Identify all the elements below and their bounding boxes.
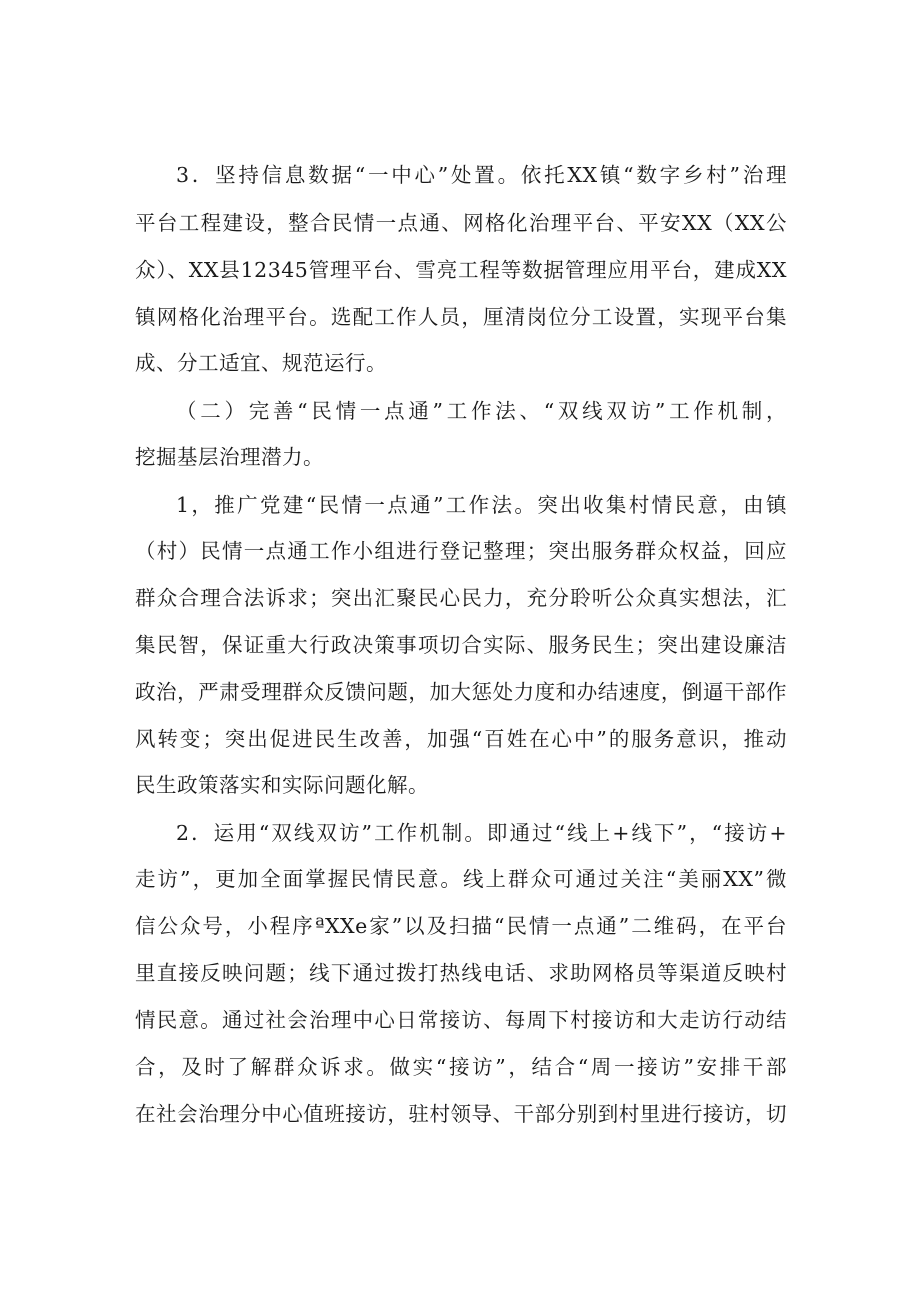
paragraph-3-line-3: 众）、XX县12345管理平台、雪亮工程等数据管理应用平台，建成XX [135, 258, 787, 282]
paragraph-1-line-3: 群众合理合法诉求；突出汇聚民心民力，充分聆听公众真实想法，汇 [135, 586, 787, 610]
paragraph-1-line-2: （村）民情一点通工作小组进行登记整理；突出服务群众权益，回应 [135, 539, 787, 563]
paragraph-3-line-1: 3．坚持信息数据“一中心”处置。依托XX镇“数字乡村”治理 [176, 163, 787, 187]
paragraph-1-line-4: 集民智，保证重大行政决策事项切合实际、服务民生；突出建设廉洁 [135, 633, 787, 657]
section-heading-line-1: （二）完善“民情一点通”工作法、“双线双访”工作机制， [176, 399, 787, 423]
paragraph-1-line-6: 风转变；突出促进民生改善，加强“百姓在心中”的服务意识，推动 [135, 727, 787, 751]
paragraph-1-line-1: 1，推广党建“民情一点通”工作法。突出收集村情民意，由镇 [176, 493, 787, 517]
paragraph-2-line-1: 2．运用“双线双访”工作机制。即通过“线上+线下”，“接访+ [176, 821, 787, 845]
paragraph-3-line-4: 镇网格化治理平台。选配工作人员，厘清岗位分工设置，实现平台集 [135, 305, 787, 329]
paragraph-1-line-7: 民生政策落实和实际问题化解。 [135, 773, 429, 797]
paragraph-2-line-5: 情民意。通过社会治理中心日常接访、每周下村接访和大走访行动结 [135, 1008, 787, 1032]
paragraph-3-line-2: 平台工程建设，整合民情一点通、网格化治理平台、平安XX（XX公 [135, 211, 787, 235]
paragraph-2-line-6: 合，及时了解群众诉求。做实“接访”，结合“周一接访”安排干部 [135, 1055, 787, 1079]
paragraph-1-line-5: 政治，严肃受理群众反馈问题，加大惩处力度和办结速度，倒逼干部作 [135, 680, 787, 704]
paragraph-2-line-2: 走访”，更加全面掌握民情民意。线上群众可通过关注“美丽XX”微 [135, 867, 787, 891]
paragraph-2-line-3: 信公众号，小程序ªXXe家”以及扫描“民情一点通”二维码，在平台 [135, 914, 787, 938]
section-heading-line-2: 挖掘基层治理潜力。 [135, 445, 324, 469]
paragraph-2-line-7: 在社会治理分中心值班接访，驻村领导、干部分别到村里进行接访，切 [135, 1102, 787, 1126]
paragraph-2-line-4: 里直接反映问题；线下通过拨打热线电话、求助网格员等渠道反映村 [135, 961, 787, 985]
paragraph-3-line-5: 成、分工适宜、规范运行。 [135, 351, 387, 375]
